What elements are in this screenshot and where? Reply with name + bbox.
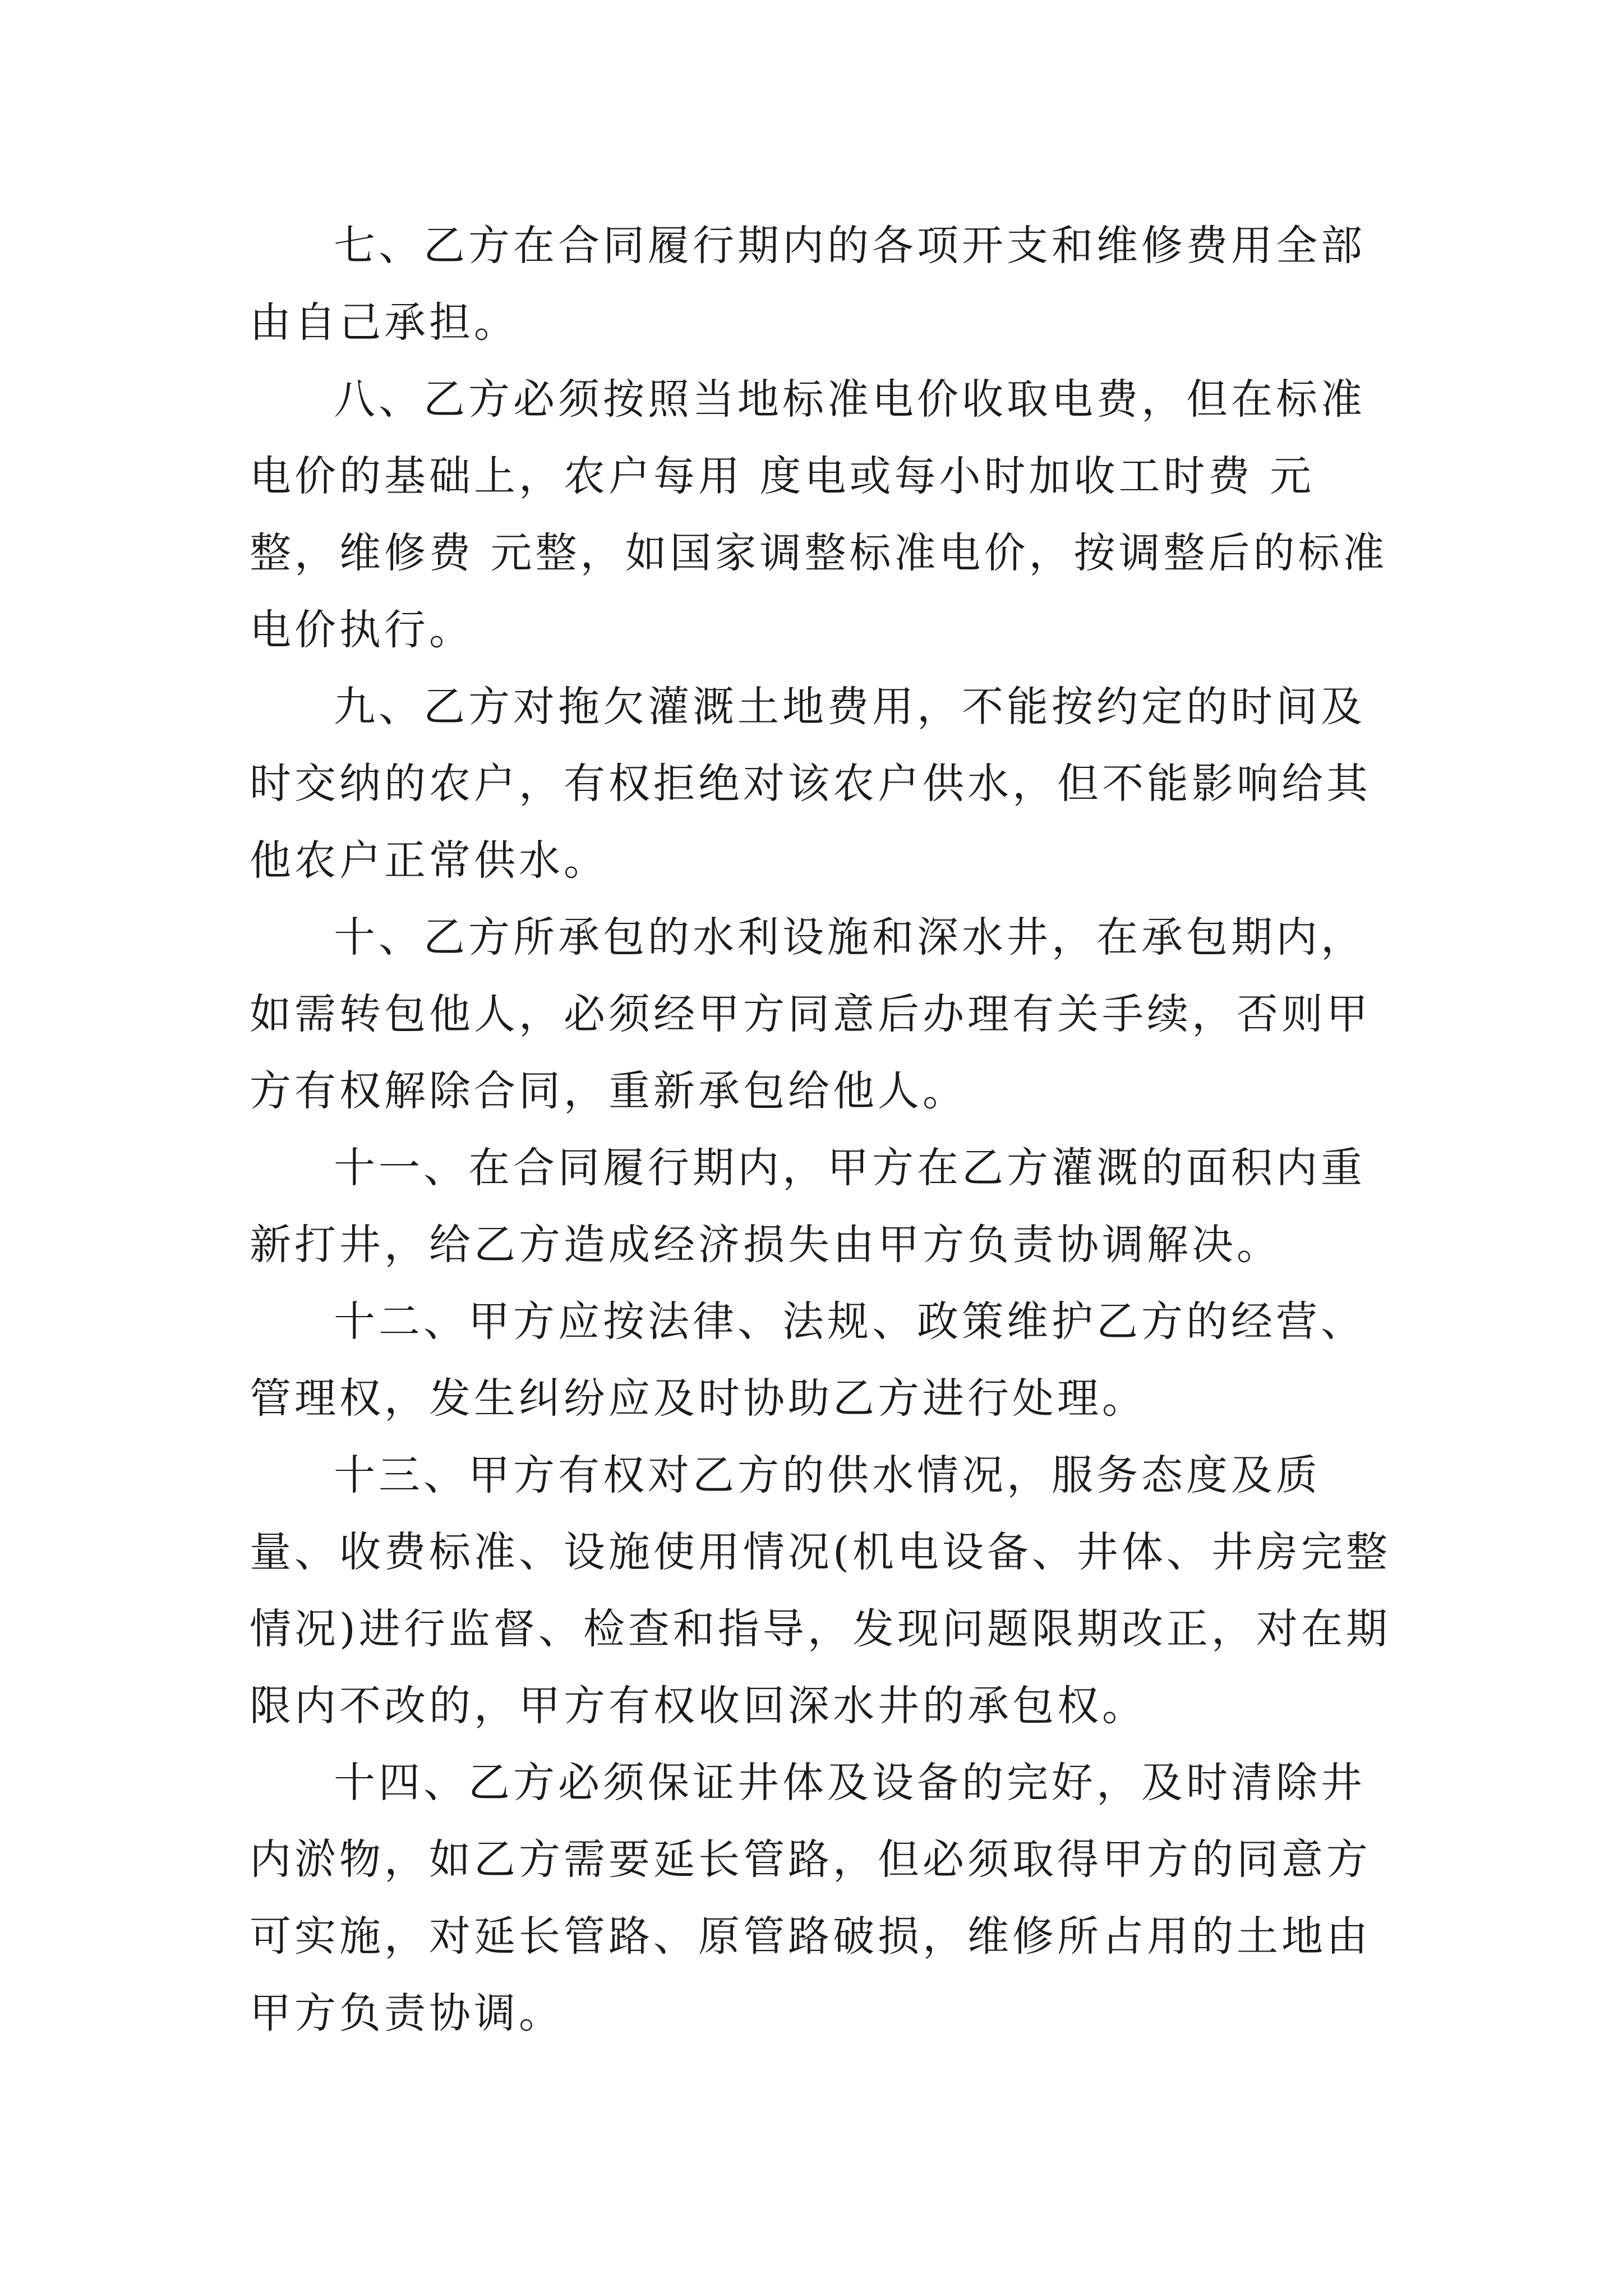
clause-13: 十三、甲方有权对乙方的供水情况，服务态度及质量、收费标准、设施使用情况(机电设备、井体、井房完整情况)进行监督、检查和指导，发现问题限期改正，对在期限内不改的，甲方有权收回深水井的承包权。 bbox=[250, 1451, 1391, 1730]
document-body bbox=[250, 208, 1394, 2052]
clause-14: 十四、乙方必须保证井体及设备的完好，及时清除井内淤物，如乙方需要延长管路，但必须取得甲方的同意方可实施，对延长管路、原管路破损，维修所占用的土地由甲方负责协调。 bbox=[250, 1759, 1371, 2037]
clause-12: 十二、甲方应按法律、法规、政策维护乙方的经营、管理权，发生纠纷应及时协助乙方进行处理。 bbox=[250, 1297, 1366, 1423]
clause-10: 十、乙方所承包的水利设施和深水井，在承包期内，如需转包他人，必须经甲方同意后办理有关手续，否则甲方有权解除合同，重新承包给他人。 bbox=[250, 913, 1371, 1115]
clause-7: 七、乙方在合同履行期内的各项开支和维修费用全部由自己承担。 bbox=[250, 222, 1366, 347]
clause-9: 九、乙方对拖欠灌溉土地费用，不能按约定的时间及时交纳的农户，有权拒绝对该农户供水，但不能影响给其他农户正常供水。 bbox=[250, 683, 1371, 885]
clause-11: 十一、在合同履行期内，甲方在乙方灌溉的面积内重新打井，给乙方造成经济损失由甲方负责协调解决。 bbox=[250, 1144, 1366, 1269]
clause-8: 八、乙方必须按照当地标准电价收取电费，但在标准电价的基础上，农户每用 度电或每小时加收工时费 元整，维修费 元整，如国家调整标准电价，按调整后的标准电价执行。 bbox=[250, 375, 1388, 654]
